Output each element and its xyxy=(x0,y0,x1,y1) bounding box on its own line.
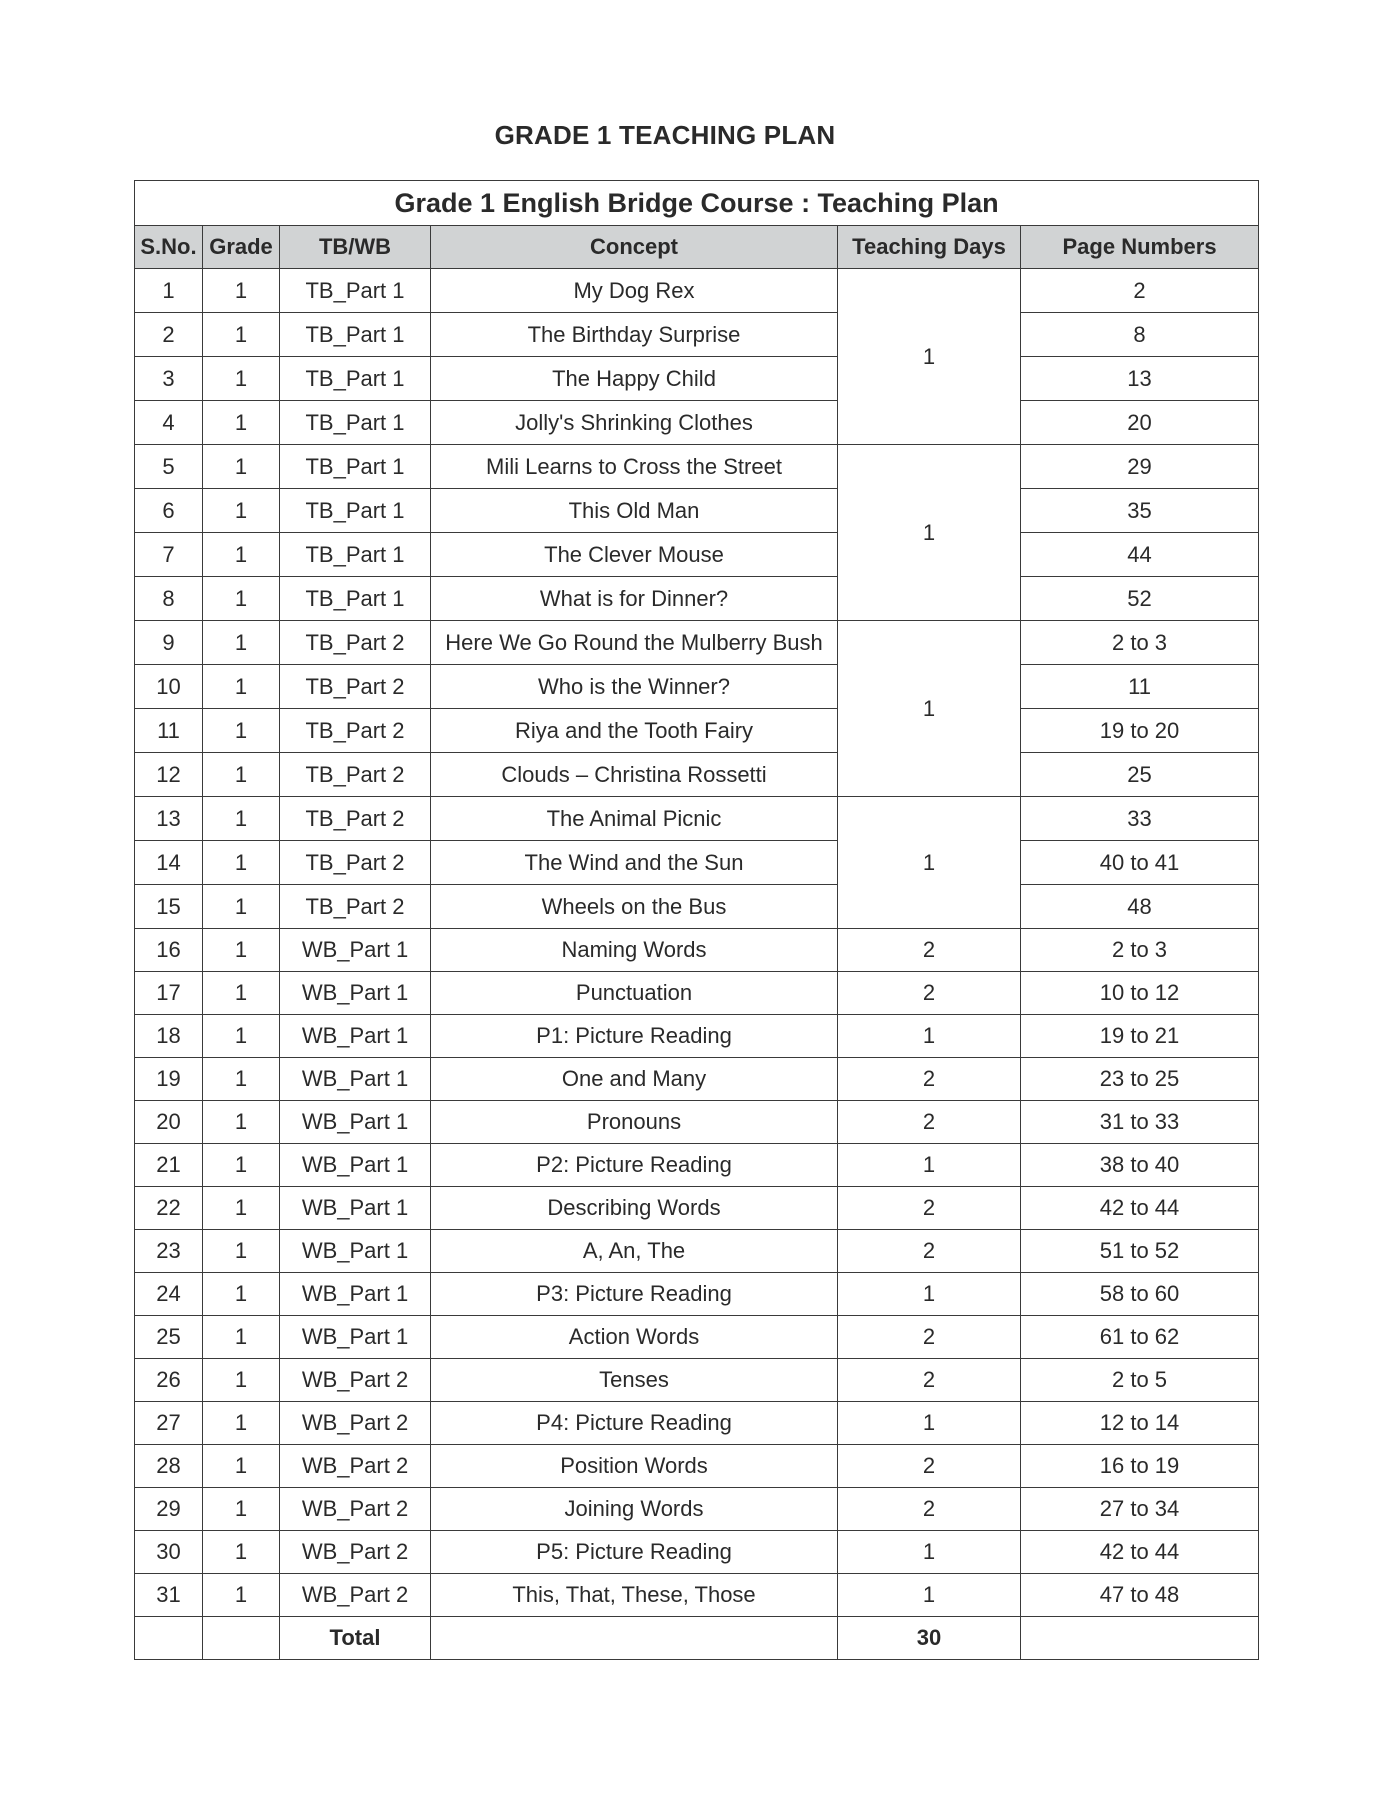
table-row xyxy=(135,357,1259,401)
cell-concept: Here We Go Round the Mulberry Bush xyxy=(431,621,838,665)
cell-sno: 5 xyxy=(135,445,203,489)
cell-tbwb: WB_Part 2 xyxy=(280,1531,431,1574)
cell-sno: 16 xyxy=(135,929,203,972)
total-empty-pages xyxy=(1021,1617,1259,1660)
cell-concept: The Animal Picnic xyxy=(431,797,838,841)
cell-page-numbers: 12 to 14 xyxy=(1021,1402,1259,1445)
table-row xyxy=(135,1230,1259,1273)
cell-teaching-days: 1 xyxy=(838,269,1021,445)
cell-page-numbers: 31 to 33 xyxy=(1021,1101,1259,1144)
total-label: Total xyxy=(280,1617,431,1660)
cell-sno: 14 xyxy=(135,841,203,885)
cell-sno: 23 xyxy=(135,1230,203,1273)
cell-page-numbers: 47 to 48 xyxy=(1021,1574,1259,1617)
cell-grade: 1 xyxy=(203,1445,280,1488)
cell-page-numbers: 27 to 34 xyxy=(1021,1488,1259,1531)
cell-tbwb: WB_Part 1 xyxy=(280,1187,431,1230)
cell-sno: 6 xyxy=(135,489,203,533)
cell-sno: 3 xyxy=(135,357,203,401)
cell-concept: Joining Words xyxy=(431,1488,838,1531)
cell-teaching-days: 1 xyxy=(838,1273,1021,1316)
cell-concept: Position Words xyxy=(431,1445,838,1488)
cell-teaching-days: 2 xyxy=(838,1445,1021,1488)
cell-page-numbers: 25 xyxy=(1021,753,1259,797)
cell-concept: This Old Man xyxy=(431,489,838,533)
header-grade: Grade xyxy=(203,226,280,269)
cell-teaching-days: 1 xyxy=(838,445,1021,621)
cell-sno: 7 xyxy=(135,533,203,577)
cell-tbwb: TB_Part 1 xyxy=(280,577,431,621)
table-body xyxy=(135,269,1259,1617)
cell-sno: 10 xyxy=(135,665,203,709)
cell-tbwb: TB_Part 2 xyxy=(280,621,431,665)
total-days: 30 xyxy=(838,1617,1021,1660)
cell-sno: 1 xyxy=(135,269,203,313)
cell-sno: 30 xyxy=(135,1531,203,1574)
cell-teaching-days: 2 xyxy=(838,1488,1021,1531)
cell-teaching-days: 1 xyxy=(838,1402,1021,1445)
header-page-numbers: Page Numbers xyxy=(1021,226,1259,269)
cell-page-numbers: 38 to 40 xyxy=(1021,1144,1259,1187)
table-row xyxy=(135,1101,1259,1144)
cell-sno: 26 xyxy=(135,1359,203,1402)
table-row xyxy=(135,1015,1259,1058)
cell-concept: My Dog Rex xyxy=(431,269,838,313)
cell-page-numbers: 52 xyxy=(1021,577,1259,621)
cell-page-numbers: 2 xyxy=(1021,269,1259,313)
cell-sno: 18 xyxy=(135,1015,203,1058)
cell-concept: Naming Words xyxy=(431,929,838,972)
cell-concept: A, An, The xyxy=(431,1230,838,1273)
cell-page-numbers: 11 xyxy=(1021,665,1259,709)
cell-page-numbers: 13 xyxy=(1021,357,1259,401)
cell-page-numbers: 61 to 62 xyxy=(1021,1316,1259,1359)
cell-concept: Wheels on the Bus xyxy=(431,885,838,929)
cell-sno: 21 xyxy=(135,1144,203,1187)
cell-grade: 1 xyxy=(203,753,280,797)
cell-tbwb: WB_Part 2 xyxy=(280,1359,431,1402)
cell-grade: 1 xyxy=(203,269,280,313)
total-empty-concept xyxy=(431,1617,838,1660)
table-row xyxy=(135,489,1259,533)
cell-concept: P4: Picture Reading xyxy=(431,1402,838,1445)
cell-teaching-days: 2 xyxy=(838,972,1021,1015)
cell-tbwb: TB_Part 2 xyxy=(280,709,431,753)
header-concept: Concept xyxy=(431,226,838,269)
cell-teaching-days: 1 xyxy=(838,621,1021,797)
cell-tbwb: TB_Part 1 xyxy=(280,533,431,577)
cell-teaching-days: 2 xyxy=(838,1230,1021,1273)
cell-teaching-days: 2 xyxy=(838,1058,1021,1101)
cell-teaching-days: 2 xyxy=(838,1187,1021,1230)
table-row xyxy=(135,1316,1259,1359)
cell-teaching-days: 2 xyxy=(838,1359,1021,1402)
cell-sno: 8 xyxy=(135,577,203,621)
cell-concept: Clouds – Christina Rossetti xyxy=(431,753,838,797)
page-title: GRADE 1 TEACHING PLAN xyxy=(494,120,836,150)
cell-concept: P2: Picture Reading xyxy=(431,1144,838,1187)
cell-page-numbers: 2 to 3 xyxy=(1021,621,1259,665)
cell-sno: 11 xyxy=(135,709,203,753)
cell-grade: 1 xyxy=(203,1316,280,1359)
table-row xyxy=(135,797,1259,841)
table-row xyxy=(135,1187,1259,1230)
total-row xyxy=(135,1617,1259,1660)
cell-concept: Mili Learns to Cross the Street xyxy=(431,445,838,489)
cell-grade: 1 xyxy=(203,972,280,1015)
table-title: Grade 1 English Bridge Course : Teaching Plan xyxy=(135,181,1259,226)
cell-tbwb: WB_Part 1 xyxy=(280,1230,431,1273)
table-row xyxy=(135,445,1259,489)
cell-sno: 24 xyxy=(135,1273,203,1316)
cell-concept: Who is the Winner? xyxy=(431,665,838,709)
cell-page-numbers: 2 to 5 xyxy=(1021,1359,1259,1402)
cell-page-numbers: 2 to 3 xyxy=(1021,929,1259,972)
cell-grade: 1 xyxy=(203,1574,280,1617)
cell-sno: 28 xyxy=(135,1445,203,1488)
cell-page-numbers: 42 to 44 xyxy=(1021,1187,1259,1230)
cell-sno: 29 xyxy=(135,1488,203,1531)
header-tbwb: TB/WB xyxy=(280,226,431,269)
table-row xyxy=(135,841,1259,885)
cell-tbwb: WB_Part 1 xyxy=(280,1058,431,1101)
cell-tbwb: WB_Part 2 xyxy=(280,1488,431,1531)
cell-grade: 1 xyxy=(203,445,280,489)
cell-sno: 15 xyxy=(135,885,203,929)
table-row xyxy=(135,929,1259,972)
table-row xyxy=(135,1445,1259,1488)
cell-concept: The Clever Mouse xyxy=(431,533,838,577)
table-row xyxy=(135,269,1259,313)
cell-page-numbers: 42 to 44 xyxy=(1021,1531,1259,1574)
cell-grade: 1 xyxy=(203,1058,280,1101)
table-row xyxy=(135,1488,1259,1531)
cell-concept: The Birthday Surprise xyxy=(431,313,838,357)
cell-tbwb: WB_Part 2 xyxy=(280,1445,431,1488)
cell-teaching-days: 1 xyxy=(838,1574,1021,1617)
cell-grade: 1 xyxy=(203,313,280,357)
cell-tbwb: TB_Part 2 xyxy=(280,665,431,709)
cell-teaching-days: 2 xyxy=(838,929,1021,972)
table-row xyxy=(135,313,1259,357)
cell-tbwb: TB_Part 1 xyxy=(280,313,431,357)
cell-grade: 1 xyxy=(203,357,280,401)
table-row xyxy=(135,753,1259,797)
cell-grade: 1 xyxy=(203,1230,280,1273)
cell-tbwb: TB_Part 1 xyxy=(280,489,431,533)
table-row xyxy=(135,1402,1259,1445)
table-row xyxy=(135,577,1259,621)
cell-grade: 1 xyxy=(203,885,280,929)
cell-tbwb: WB_Part 1 xyxy=(280,1273,431,1316)
cell-tbwb: TB_Part 1 xyxy=(280,401,431,445)
cell-sno: 17 xyxy=(135,972,203,1015)
cell-grade: 1 xyxy=(203,1402,280,1445)
cell-tbwb: TB_Part 2 xyxy=(280,885,431,929)
total-empty-grade xyxy=(203,1617,280,1660)
cell-grade: 1 xyxy=(203,489,280,533)
cell-tbwb: TB_Part 2 xyxy=(280,753,431,797)
cell-tbwb: WB_Part 1 xyxy=(280,1101,431,1144)
cell-page-numbers: 29 xyxy=(1021,445,1259,489)
table-row xyxy=(135,1574,1259,1617)
cell-sno: 12 xyxy=(135,753,203,797)
cell-grade: 1 xyxy=(203,1273,280,1316)
table-row xyxy=(135,1531,1259,1574)
cell-grade: 1 xyxy=(203,1359,280,1402)
cell-concept: The Wind and the Sun xyxy=(431,841,838,885)
cell-sno: 25 xyxy=(135,1316,203,1359)
cell-grade: 1 xyxy=(203,841,280,885)
cell-sno: 19 xyxy=(135,1058,203,1101)
cell-teaching-days: 1 xyxy=(838,797,1021,929)
cell-tbwb: TB_Part 1 xyxy=(280,357,431,401)
cell-sno: 2 xyxy=(135,313,203,357)
cell-tbwb: TB_Part 1 xyxy=(280,269,431,313)
cell-page-numbers: 23 to 25 xyxy=(1021,1058,1259,1101)
cell-grade: 1 xyxy=(203,577,280,621)
cell-teaching-days: 1 xyxy=(838,1015,1021,1058)
cell-grade: 1 xyxy=(203,1488,280,1531)
cell-concept: One and Many xyxy=(431,1058,838,1101)
table-row xyxy=(135,972,1259,1015)
cell-grade: 1 xyxy=(203,533,280,577)
cell-grade: 1 xyxy=(203,401,280,445)
cell-page-numbers: 19 to 21 xyxy=(1021,1015,1259,1058)
cell-grade: 1 xyxy=(203,1144,280,1187)
cell-concept: Describing Words xyxy=(431,1187,838,1230)
cell-grade: 1 xyxy=(203,665,280,709)
cell-grade: 1 xyxy=(203,1531,280,1574)
cell-teaching-days: 1 xyxy=(838,1144,1021,1187)
cell-concept: Action Words xyxy=(431,1316,838,1359)
cell-grade: 1 xyxy=(203,1101,280,1144)
cell-sno: 4 xyxy=(135,401,203,445)
cell-tbwb: TB_Part 2 xyxy=(280,841,431,885)
cell-sno: 27 xyxy=(135,1402,203,1445)
table-row xyxy=(135,401,1259,445)
cell-sno: 22 xyxy=(135,1187,203,1230)
cell-page-numbers: 40 to 41 xyxy=(1021,841,1259,885)
cell-page-numbers: 8 xyxy=(1021,313,1259,357)
table-row xyxy=(135,709,1259,753)
cell-teaching-days: 1 xyxy=(838,1531,1021,1574)
header-teaching-days: Teaching Days xyxy=(838,226,1021,269)
cell-teaching-days: 2 xyxy=(838,1316,1021,1359)
table-row xyxy=(135,885,1259,929)
teaching-plan-table xyxy=(134,180,1259,1660)
cell-tbwb: WB_Part 1 xyxy=(280,929,431,972)
cell-concept: What is for Dinner? xyxy=(431,577,838,621)
table-row xyxy=(135,1058,1259,1101)
cell-sno: 13 xyxy=(135,797,203,841)
cell-grade: 1 xyxy=(203,1187,280,1230)
cell-sno: 9 xyxy=(135,621,203,665)
cell-page-numbers: 16 to 19 xyxy=(1021,1445,1259,1488)
table-row xyxy=(135,665,1259,709)
table-row xyxy=(135,1273,1259,1316)
cell-page-numbers: 20 xyxy=(1021,401,1259,445)
cell-page-numbers: 19 to 20 xyxy=(1021,709,1259,753)
table-row xyxy=(135,1144,1259,1187)
cell-concept: Jolly's Shrinking Clothes xyxy=(431,401,838,445)
cell-tbwb: WB_Part 1 xyxy=(280,1144,431,1187)
total-empty-sno xyxy=(135,1617,203,1660)
cell-grade: 1 xyxy=(203,709,280,753)
cell-tbwb: WB_Part 1 xyxy=(280,1316,431,1359)
cell-concept: Riya and the Tooth Fairy xyxy=(431,709,838,753)
cell-sno: 20 xyxy=(135,1101,203,1144)
cell-page-numbers: 10 to 12 xyxy=(1021,972,1259,1015)
cell-tbwb: WB_Part 1 xyxy=(280,972,431,1015)
cell-concept: This, That, These, Those xyxy=(431,1574,838,1617)
cell-concept: P3: Picture Reading xyxy=(431,1273,838,1316)
cell-concept: Pronouns xyxy=(431,1101,838,1144)
cell-grade: 1 xyxy=(203,1015,280,1058)
cell-grade: 1 xyxy=(203,797,280,841)
cell-sno: 31 xyxy=(135,1574,203,1617)
cell-page-numbers: 44 xyxy=(1021,533,1259,577)
cell-tbwb: TB_Part 2 xyxy=(280,797,431,841)
cell-concept: The Happy Child xyxy=(431,357,838,401)
cell-concept: Punctuation xyxy=(431,972,838,1015)
cell-tbwb: WB_Part 1 xyxy=(280,1015,431,1058)
cell-tbwb: TB_Part 1 xyxy=(280,445,431,489)
cell-tbwb: WB_Part 2 xyxy=(280,1402,431,1445)
cell-concept: P1: Picture Reading xyxy=(431,1015,838,1058)
cell-page-numbers: 51 to 52 xyxy=(1021,1230,1259,1273)
cell-grade: 1 xyxy=(203,621,280,665)
cell-concept: Tenses xyxy=(431,1359,838,1402)
cell-page-numbers: 35 xyxy=(1021,489,1259,533)
header-sno: S.No. xyxy=(135,226,203,269)
cell-teaching-days: 2 xyxy=(838,1101,1021,1144)
cell-page-numbers: 58 to 60 xyxy=(1021,1273,1259,1316)
cell-tbwb: WB_Part 2 xyxy=(280,1574,431,1617)
cell-page-numbers: 33 xyxy=(1021,797,1259,841)
table-row xyxy=(135,1359,1259,1402)
cell-concept: P5: Picture Reading xyxy=(431,1531,838,1574)
table-row xyxy=(135,621,1259,665)
table-row xyxy=(135,533,1259,577)
cell-grade: 1 xyxy=(203,929,280,972)
cell-page-numbers: 48 xyxy=(1021,885,1259,929)
